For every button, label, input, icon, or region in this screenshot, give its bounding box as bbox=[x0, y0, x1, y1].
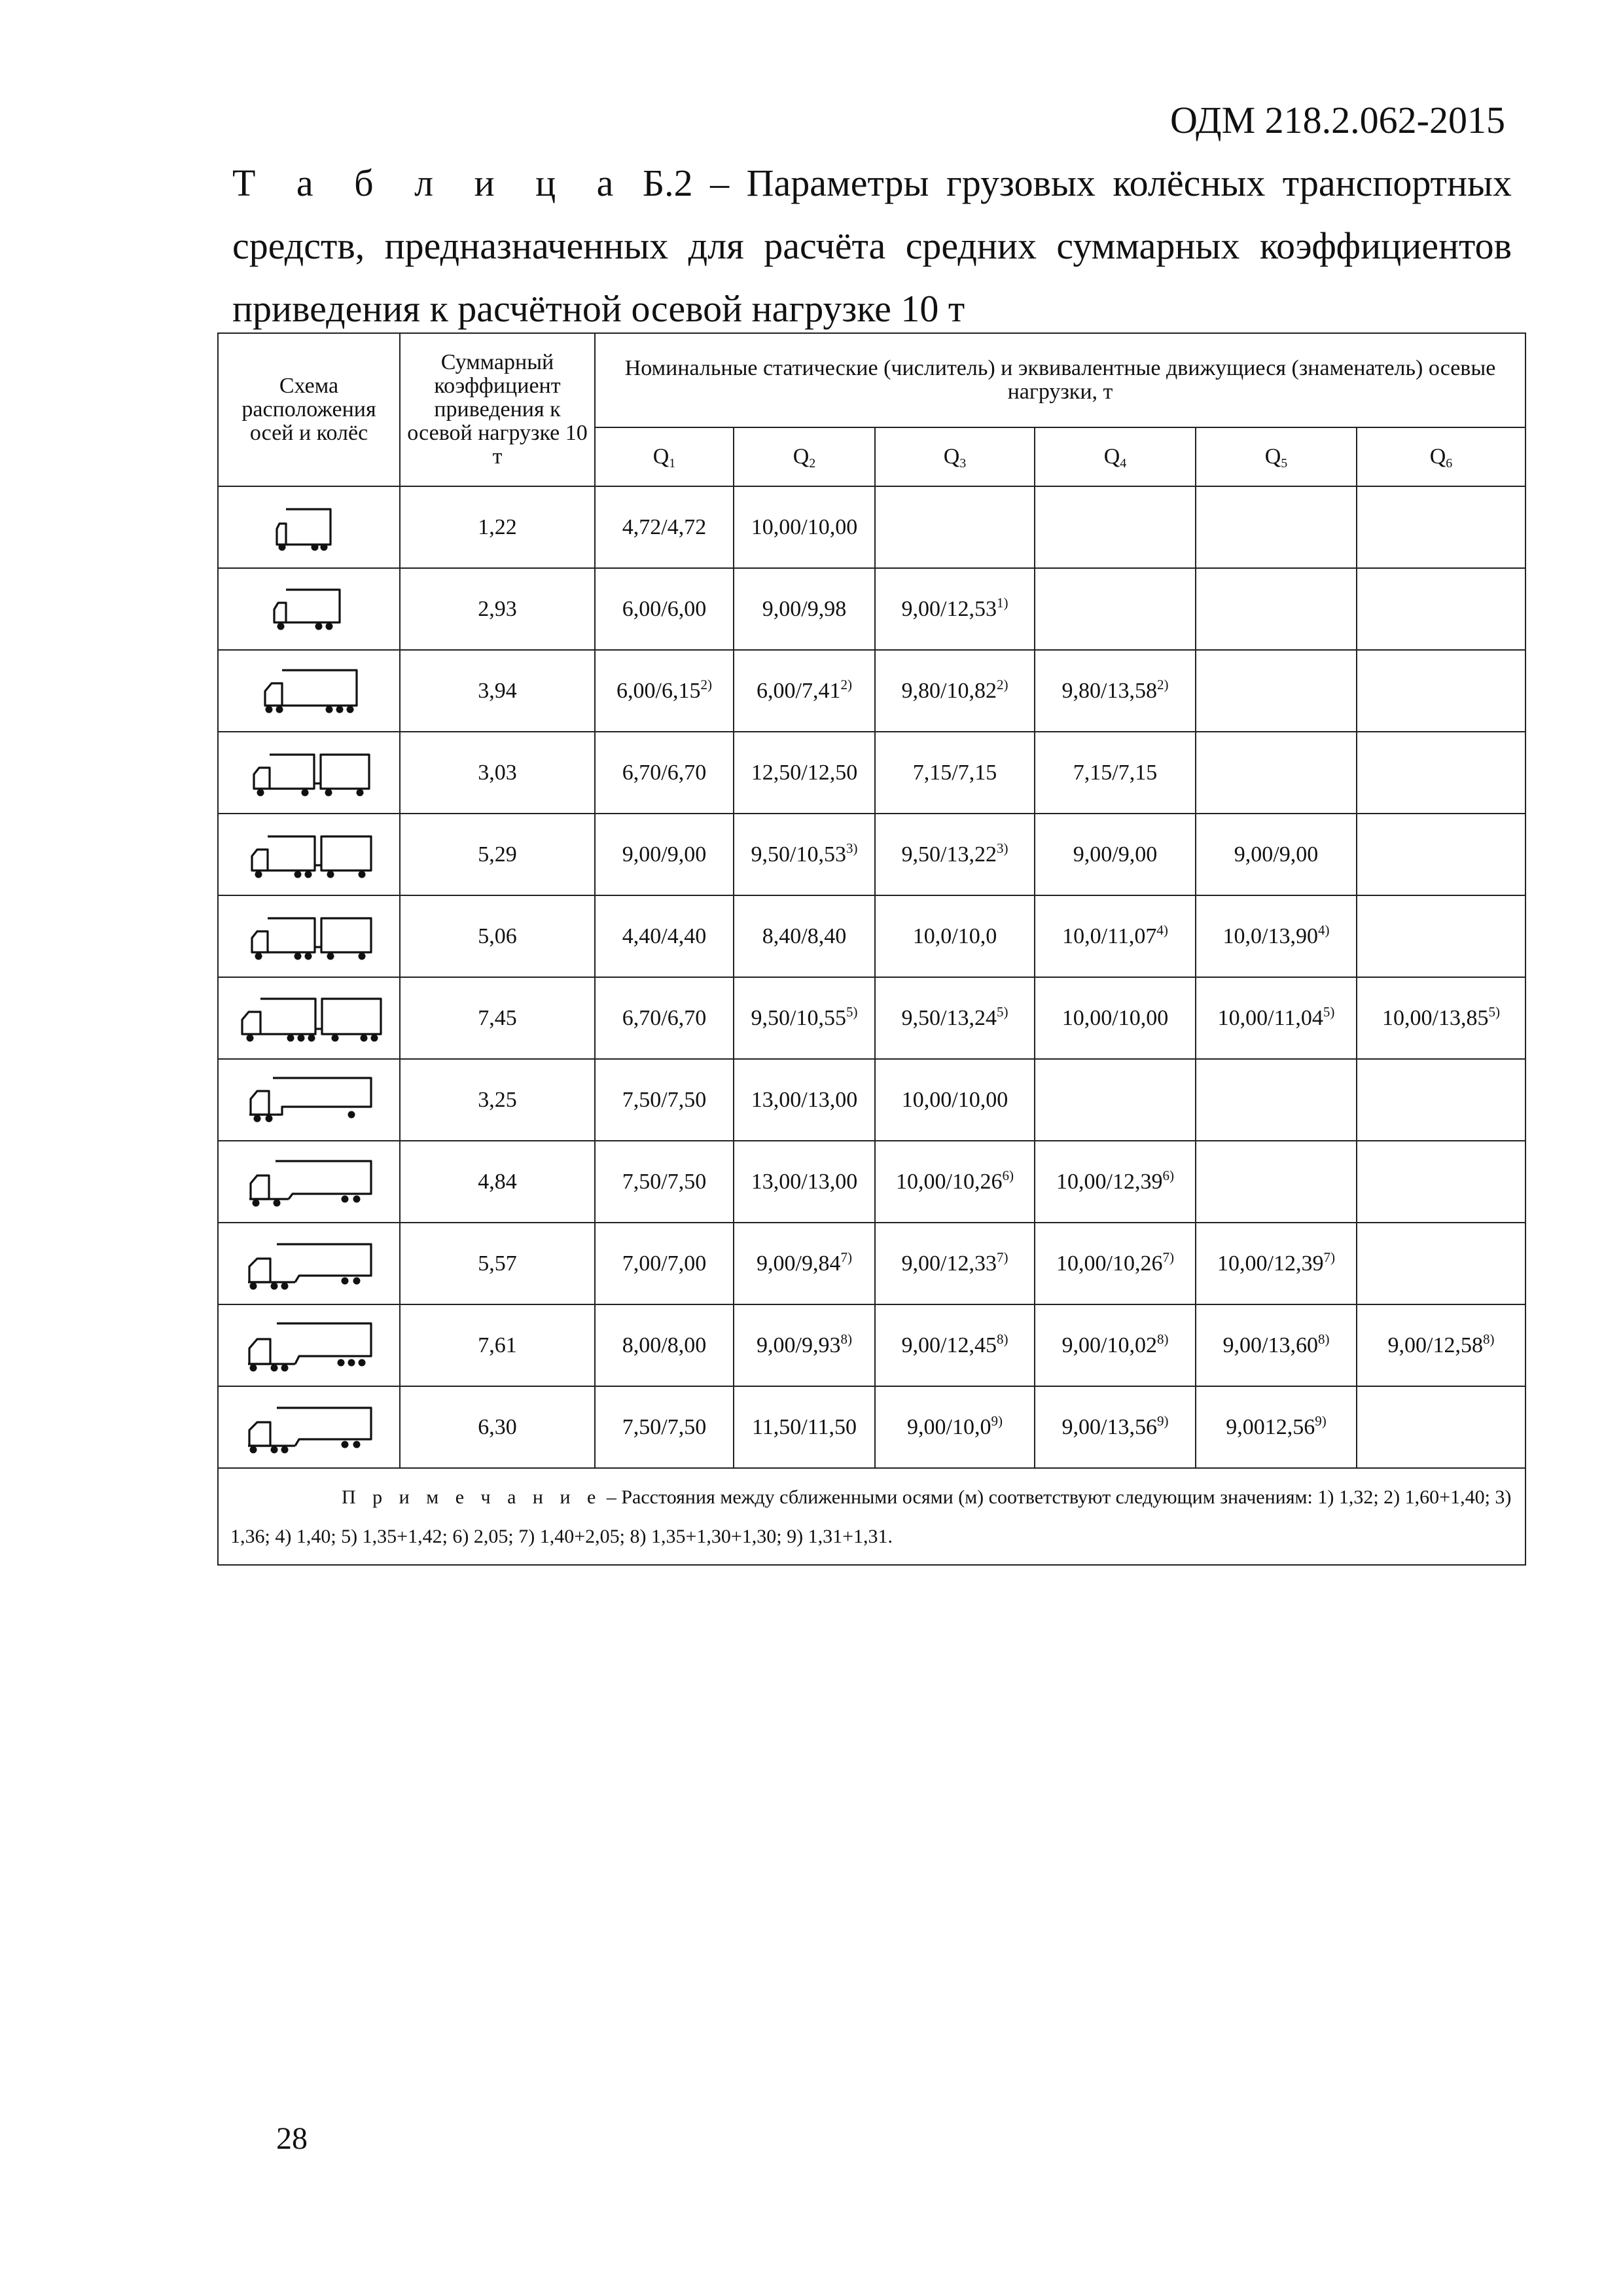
header-q-subscript: 1 bbox=[669, 456, 676, 471]
load-cell-q3 bbox=[875, 977, 1035, 1059]
footnote-marker: 3) bbox=[996, 840, 1008, 856]
wheel-mark bbox=[348, 1111, 355, 1118]
wheel-mark bbox=[294, 870, 302, 878]
load-cell-q1 bbox=[595, 1141, 734, 1223]
header-q-subscript: 4 bbox=[1120, 456, 1127, 471]
load-value: 9,00/10,0 bbox=[907, 1414, 991, 1439]
footnote-marker: 7) bbox=[1323, 1249, 1335, 1265]
load-value: 9,00/12,58 bbox=[1387, 1333, 1483, 1357]
load-value: 9,50/10,55 bbox=[751, 1005, 846, 1030]
load-cell-q2 bbox=[734, 650, 875, 732]
tractor-semitrailer-6-axle-icon bbox=[240, 1317, 378, 1374]
load-cell-q5 bbox=[1196, 1386, 1357, 1468]
wheel-mark bbox=[253, 1199, 260, 1206]
load-cell-q4 bbox=[1035, 650, 1196, 732]
load-value: 9,00/9,93 bbox=[757, 1333, 841, 1357]
load-value: 9,50/13,24 bbox=[901, 1005, 997, 1030]
coefficient-cell: 6,30 bbox=[400, 1386, 595, 1468]
load-value: 9,00/13,60 bbox=[1222, 1333, 1318, 1357]
truck-with-trailer-5-axle-icon bbox=[240, 826, 378, 884]
load-cell-q6 bbox=[1357, 1059, 1525, 1141]
table-row bbox=[218, 650, 1525, 732]
load-cell-q3 bbox=[875, 1141, 1035, 1223]
load-value: 10,00/12,39 bbox=[1217, 1251, 1324, 1276]
footnote-marker: 4) bbox=[1156, 922, 1168, 938]
wheel-mark bbox=[347, 706, 354, 713]
load-value: 6,00/6,00 bbox=[622, 596, 707, 621]
wheel-mark bbox=[247, 1034, 254, 1041]
footnote-marker: 2) bbox=[840, 676, 852, 692]
document-code: ОДМ 218.2.062-2015 bbox=[1170, 99, 1505, 141]
footnote-marker: 4) bbox=[1317, 922, 1330, 938]
load-value: 10,00/10,26 bbox=[1056, 1251, 1163, 1276]
table-row bbox=[218, 568, 1525, 650]
header-q2 bbox=[734, 427, 875, 486]
load-value: 11,50/11,50 bbox=[752, 1414, 857, 1439]
wheel-mark bbox=[353, 1277, 361, 1284]
wheel-mark bbox=[271, 1364, 278, 1371]
coefficient-cell: 1,22 bbox=[400, 486, 595, 568]
load-cell-q1 bbox=[595, 1223, 734, 1304]
header-q6 bbox=[1357, 427, 1525, 486]
load-value: 9,80/13,58 bbox=[1061, 678, 1157, 703]
load-cell-q5 bbox=[1196, 568, 1357, 650]
load-cell-q6 bbox=[1357, 486, 1525, 568]
wheel-mark bbox=[325, 789, 332, 796]
wheel-mark bbox=[326, 622, 333, 630]
load-value: 10,00/11,04 bbox=[1217, 1005, 1323, 1030]
load-value: 9,0012,56 bbox=[1226, 1414, 1315, 1439]
tractor-semitrailer-3-axle-icon bbox=[240, 1071, 378, 1129]
axle-scheme-cell bbox=[218, 1141, 400, 1223]
table-note bbox=[218, 1468, 1525, 1565]
wheel-mark bbox=[274, 1199, 281, 1206]
load-cell-q5 bbox=[1196, 1141, 1357, 1223]
load-cell-q3 bbox=[875, 732, 1035, 814]
load-cell-q6 bbox=[1357, 977, 1525, 1059]
footnote-marker: 3) bbox=[846, 840, 858, 856]
table-row bbox=[218, 486, 1525, 568]
load-value: 9,00/12,45 bbox=[901, 1333, 997, 1357]
load-cell-q1 bbox=[595, 486, 734, 568]
coefficient-cell: 3,94 bbox=[400, 650, 595, 732]
footnote-marker: 9) bbox=[1315, 1412, 1327, 1429]
load-cell-q4 bbox=[1035, 1304, 1196, 1386]
wheel-mark bbox=[326, 706, 333, 713]
load-cell-q4 bbox=[1035, 732, 1196, 814]
load-cell-q4 bbox=[1035, 1059, 1196, 1141]
footnote-marker: 8) bbox=[1156, 1331, 1169, 1347]
header-scheme: Схема расположения осей и колёс bbox=[218, 333, 400, 486]
load-cell-q5 bbox=[1196, 650, 1357, 732]
table-caption bbox=[232, 152, 1512, 340]
wheel-mark bbox=[287, 1034, 294, 1041]
wheel-mark bbox=[250, 1282, 257, 1289]
header-q-base: Q bbox=[652, 444, 669, 469]
load-value: 6,70/6,70 bbox=[622, 1005, 707, 1030]
wheel-mark bbox=[353, 1195, 361, 1202]
header-q-subscript: 3 bbox=[959, 456, 967, 471]
load-cell-q4 bbox=[1035, 977, 1196, 1059]
load-cell-q5 bbox=[1196, 732, 1357, 814]
footnote-marker: 2) bbox=[996, 676, 1008, 692]
wheel-mark bbox=[342, 1277, 349, 1284]
load-value: 9,80/10,82 bbox=[901, 678, 997, 703]
load-cell-q6 bbox=[1357, 650, 1525, 732]
footnote-marker: 8) bbox=[1482, 1331, 1495, 1347]
load-value: 7,15/7,15 bbox=[1073, 760, 1158, 785]
table-row bbox=[218, 1223, 1525, 1304]
wheel-mark bbox=[327, 952, 334, 960]
coefficient-cell: 7,45 bbox=[400, 977, 595, 1059]
wheel-mark bbox=[250, 1446, 257, 1453]
load-value: 9,00/9,84 bbox=[757, 1251, 841, 1276]
header-q4 bbox=[1035, 427, 1196, 486]
footnote-marker: 6) bbox=[1002, 1167, 1014, 1183]
load-value: 9,00/10,02 bbox=[1061, 1333, 1157, 1357]
load-value: 12,50/12,50 bbox=[751, 760, 858, 785]
wheel-mark bbox=[255, 870, 262, 878]
load-cell-q2 bbox=[734, 568, 875, 650]
table-row bbox=[218, 1386, 1525, 1468]
load-cell-q4 bbox=[1035, 814, 1196, 895]
wheel-mark bbox=[332, 1034, 339, 1041]
load-value: 9,00/9,00 bbox=[1234, 842, 1319, 867]
load-cell-q6 bbox=[1357, 1386, 1525, 1468]
load-cell-q6 bbox=[1357, 1304, 1525, 1386]
load-cell-q1 bbox=[595, 1386, 734, 1468]
footnote-marker: 7) bbox=[1162, 1249, 1174, 1265]
load-cell-q3 bbox=[875, 814, 1035, 895]
load-cell-q1 bbox=[595, 568, 734, 650]
wheel-mark bbox=[257, 789, 264, 796]
axle-scheme-cell bbox=[218, 1386, 400, 1468]
table-row bbox=[218, 977, 1525, 1059]
axle-scheme-cell bbox=[218, 895, 400, 977]
axle-scheme-cell bbox=[218, 977, 400, 1059]
load-cell-q5 bbox=[1196, 814, 1357, 895]
load-cell-q6 bbox=[1357, 1141, 1525, 1223]
axle-scheme-cell bbox=[218, 732, 400, 814]
load-value: 13,00/13,00 bbox=[751, 1087, 858, 1112]
wheel-mark bbox=[250, 1364, 257, 1371]
load-cell-q3 bbox=[875, 1223, 1035, 1304]
load-cell-q5 bbox=[1196, 486, 1357, 568]
wheel-mark bbox=[336, 706, 344, 713]
load-value: 8,40/8,40 bbox=[762, 924, 847, 948]
coefficient-cell: 3,25 bbox=[400, 1059, 595, 1141]
wheel-mark bbox=[277, 622, 285, 630]
wheel-mark bbox=[266, 706, 273, 713]
load-cell-q1 bbox=[595, 977, 734, 1059]
load-value: 7,50/7,50 bbox=[622, 1169, 707, 1194]
footnote-marker: 9) bbox=[991, 1412, 1003, 1429]
table-row bbox=[218, 732, 1525, 814]
wheel-mark bbox=[361, 1034, 368, 1041]
footnote-marker: 5) bbox=[846, 1003, 858, 1020]
table-row bbox=[218, 1059, 1525, 1141]
table-row bbox=[218, 814, 1525, 895]
coefficient-cell: 4,84 bbox=[400, 1141, 595, 1223]
load-value: 10,0/13,90 bbox=[1222, 924, 1318, 948]
table-row bbox=[218, 1304, 1525, 1386]
wheel-mark bbox=[305, 952, 312, 960]
wheel-mark bbox=[327, 870, 334, 878]
load-cell-q4 bbox=[1035, 1223, 1196, 1304]
wheel-mark bbox=[266, 1115, 273, 1122]
load-cell-q5 bbox=[1196, 1059, 1357, 1141]
table-row bbox=[218, 1141, 1525, 1223]
coefficient-cell: 5,29 bbox=[400, 814, 595, 895]
footnote-marker: 7) bbox=[840, 1249, 852, 1265]
load-value: 9,00/12,33 bbox=[901, 1251, 997, 1276]
wheel-mark bbox=[255, 952, 262, 960]
wheel-mark bbox=[305, 870, 312, 878]
coefficient-cell: 2,93 bbox=[400, 568, 595, 650]
load-cell-q1 bbox=[595, 732, 734, 814]
load-cell-q3 bbox=[875, 1059, 1035, 1141]
load-cell-q6 bbox=[1357, 1223, 1525, 1304]
load-value: 10,00/10,00 bbox=[751, 514, 858, 539]
load-cell-q4 bbox=[1035, 1386, 1196, 1468]
load-cell-q5 bbox=[1196, 1223, 1357, 1304]
load-value: 7,15/7,15 bbox=[912, 760, 997, 785]
footnote-marker: 2) bbox=[1156, 676, 1169, 692]
truck-4-axle-icon bbox=[253, 662, 365, 720]
load-cell-q3 bbox=[875, 650, 1035, 732]
load-cell-q6 bbox=[1357, 568, 1525, 650]
load-value: 4,72/4,72 bbox=[622, 514, 707, 539]
wheel-mark bbox=[342, 1195, 349, 1202]
load-value: 7,00/7,00 bbox=[622, 1251, 707, 1276]
page-number: 28 bbox=[276, 2121, 308, 2156]
header-q-base: Q bbox=[1264, 444, 1281, 469]
axle-scheme-cell bbox=[218, 568, 400, 650]
load-cell-q1 bbox=[595, 650, 734, 732]
footnote-marker: 8) bbox=[840, 1331, 852, 1347]
load-cell-q5 bbox=[1196, 895, 1357, 977]
wheel-mark bbox=[271, 1282, 278, 1289]
vehicle-parameters-table bbox=[217, 332, 1526, 1566]
load-value: 9,00/9,00 bbox=[622, 842, 707, 867]
load-value: 10,0/11,07 bbox=[1062, 924, 1157, 948]
wheel-mark bbox=[353, 1441, 361, 1448]
load-cell-q3 bbox=[875, 895, 1035, 977]
tractor-semitrailer-5-axle-icon bbox=[240, 1399, 378, 1456]
load-value: 9,00/9,00 bbox=[1073, 842, 1158, 867]
truck-with-trailer-4-axle-icon bbox=[243, 744, 374, 802]
load-value: 4,40/4,40 bbox=[622, 924, 707, 948]
load-value: 10,00/12,39 bbox=[1056, 1169, 1163, 1194]
load-cell-q2 bbox=[734, 732, 875, 814]
wheel-mark bbox=[321, 543, 328, 550]
note-text: – Расстояния между сближенными осями (м) соответствуют следующим значениям: 1) 1,32; 2) 1,60+1,40; 3) 1,36; 4) 1,40; 5) 1,35+1,42; 6) 2,05; 7) 1,40+2,05; 8) 1,35+1,30+1,30; 9) 1,31+1,31. bbox=[230, 1486, 1512, 1547]
load-cell-q3 bbox=[875, 486, 1035, 568]
load-cell-q2 bbox=[734, 895, 875, 977]
wheel-mark bbox=[348, 1359, 355, 1366]
wheel-mark bbox=[271, 1446, 278, 1453]
coefficient-cell: 5,57 bbox=[400, 1223, 595, 1304]
load-value: 6,00/7,41 bbox=[757, 678, 841, 703]
wheel-mark bbox=[308, 1034, 315, 1041]
load-cell-q4 bbox=[1035, 1141, 1196, 1223]
load-value: 9,00/9,98 bbox=[762, 596, 847, 621]
load-value: 8,00/8,00 bbox=[622, 1333, 707, 1357]
axle-scheme-cell bbox=[218, 1059, 400, 1141]
load-cell-q2 bbox=[734, 977, 875, 1059]
wheel-mark bbox=[294, 952, 302, 960]
header-q3 bbox=[875, 427, 1035, 486]
header-q-base: Q bbox=[793, 444, 810, 469]
axle-scheme-cell bbox=[218, 486, 400, 568]
load-value: 9,50/10,53 bbox=[751, 842, 846, 867]
load-value: 9,50/13,22 bbox=[901, 842, 997, 867]
load-cell-q2 bbox=[734, 486, 875, 568]
footnote-marker: 5) bbox=[1323, 1003, 1335, 1020]
wheel-mark bbox=[276, 706, 283, 713]
wheel-mark bbox=[357, 789, 364, 796]
tractor-semitrailer-5-axle-icon bbox=[240, 1235, 378, 1293]
tractor-semitrailer-4-axle-icon bbox=[240, 1153, 378, 1211]
load-cell-q1 bbox=[595, 1304, 734, 1386]
load-cell-q2 bbox=[734, 1059, 875, 1141]
truck-3-axle-icon bbox=[266, 581, 351, 638]
load-value: 10,00/10,00 bbox=[901, 1087, 1008, 1112]
load-cell-q2 bbox=[734, 1304, 875, 1386]
wheel-mark bbox=[279, 543, 286, 550]
axle-scheme-cell bbox=[218, 814, 400, 895]
footnote-marker: 9) bbox=[1156, 1412, 1169, 1429]
load-cell-q6 bbox=[1357, 814, 1525, 895]
wheel-mark bbox=[312, 543, 319, 550]
load-cell-q2 bbox=[734, 1223, 875, 1304]
wheel-mark bbox=[302, 789, 309, 796]
wheel-mark bbox=[359, 952, 366, 960]
coefficient-cell: 3,03 bbox=[400, 732, 595, 814]
axle-scheme-cell bbox=[218, 650, 400, 732]
wheel-mark bbox=[281, 1364, 289, 1371]
header-q-subscript: 6 bbox=[1446, 456, 1453, 471]
footnote-marker: 7) bbox=[996, 1249, 1008, 1265]
footnote-marker: 8) bbox=[1317, 1331, 1330, 1347]
load-cell-q5 bbox=[1196, 1304, 1357, 1386]
load-cell-q6 bbox=[1357, 895, 1525, 977]
footnote-marker: 6) bbox=[1162, 1167, 1174, 1183]
wheel-mark bbox=[315, 622, 323, 630]
header-q-base: Q bbox=[1103, 444, 1120, 469]
load-value: 10,00/13,85 bbox=[1382, 1005, 1489, 1030]
load-value: 10,00/10,00 bbox=[1061, 1005, 1169, 1030]
wheel-mark bbox=[359, 870, 366, 878]
load-value: 13,00/13,00 bbox=[751, 1169, 858, 1194]
load-cell-q5 bbox=[1196, 977, 1357, 1059]
header-q5 bbox=[1196, 427, 1357, 486]
load-value: 10,00/10,26 bbox=[896, 1169, 1003, 1194]
wheel-mark bbox=[254, 1115, 261, 1122]
load-cell-q6 bbox=[1357, 732, 1525, 814]
wheel-mark bbox=[298, 1034, 305, 1041]
footnote-marker: 5) bbox=[1488, 1003, 1500, 1020]
load-cell-q4 bbox=[1035, 895, 1196, 977]
wheel-mark bbox=[342, 1441, 349, 1448]
caption-text: Б.2 – Параметры грузовых колёсных транспортных средств, предназначенных для расчёта средних суммарных коэффициентов приведения к расчётной осевой нагрузке 10 т bbox=[232, 162, 1512, 330]
load-cell-q1 bbox=[595, 1059, 734, 1141]
wheel-mark bbox=[371, 1034, 378, 1041]
caption-label: Т а б л и ц а bbox=[232, 162, 626, 204]
load-value: 10,0/10,0 bbox=[912, 924, 997, 948]
footnote-marker: 1) bbox=[996, 594, 1008, 611]
load-cell-q2 bbox=[734, 1386, 875, 1468]
note-label: П р и м е ч а н и е bbox=[342, 1486, 602, 1508]
axle-scheme-cell bbox=[218, 1304, 400, 1386]
header-q1 bbox=[595, 427, 734, 486]
load-cell-q3 bbox=[875, 1386, 1035, 1468]
load-value: 6,70/6,70 bbox=[622, 760, 707, 785]
load-cell-q2 bbox=[734, 814, 875, 895]
load-cell-q1 bbox=[595, 895, 734, 977]
header-q-base: Q bbox=[1429, 444, 1446, 469]
header-loads-group: Номинальные статические (числитель) и эквивалентные движущиеся (знаменатель) осевые нагрузки, т bbox=[595, 333, 1525, 427]
header-q-base: Q bbox=[943, 444, 960, 469]
wheel-mark bbox=[359, 1359, 366, 1366]
load-cell-q4 bbox=[1035, 486, 1196, 568]
load-value: 9,00/13,56 bbox=[1061, 1414, 1157, 1439]
load-cell-q3 bbox=[875, 1304, 1035, 1386]
footnote-marker: 8) bbox=[996, 1331, 1008, 1347]
axle-scheme-cell bbox=[218, 1223, 400, 1304]
load-cell-q1 bbox=[595, 814, 734, 895]
load-value: 6,00/6,15 bbox=[616, 678, 701, 703]
coefficient-cell: 7,61 bbox=[400, 1304, 595, 1386]
header-q-subscript: 2 bbox=[809, 456, 816, 471]
wheel-mark bbox=[281, 1446, 289, 1453]
load-cell-q3 bbox=[875, 568, 1035, 650]
load-cell-q4 bbox=[1035, 568, 1196, 650]
load-value: 9,00/12,53 bbox=[901, 596, 997, 621]
footnote-marker: 2) bbox=[700, 676, 712, 692]
coefficient-cell: 5,06 bbox=[400, 895, 595, 977]
wheel-mark bbox=[338, 1359, 345, 1366]
header-coefficient: Суммарный коэффициент приведения к осевой нагрузке 10 т bbox=[400, 333, 595, 486]
footnote-marker: 5) bbox=[996, 1003, 1008, 1020]
wheel-mark bbox=[281, 1282, 289, 1289]
load-value: 7,50/7,50 bbox=[622, 1087, 707, 1112]
truck-with-trailer-6-axle-icon bbox=[230, 990, 387, 1047]
load-cell-q2 bbox=[734, 1141, 875, 1223]
truck-2-axle-small-icon bbox=[273, 499, 345, 556]
load-value: 7,50/7,50 bbox=[622, 1414, 707, 1439]
header-q-subscript: 5 bbox=[1281, 456, 1288, 471]
table-row bbox=[218, 895, 1525, 977]
truck-with-trailer-5-axle-icon bbox=[240, 908, 378, 965]
